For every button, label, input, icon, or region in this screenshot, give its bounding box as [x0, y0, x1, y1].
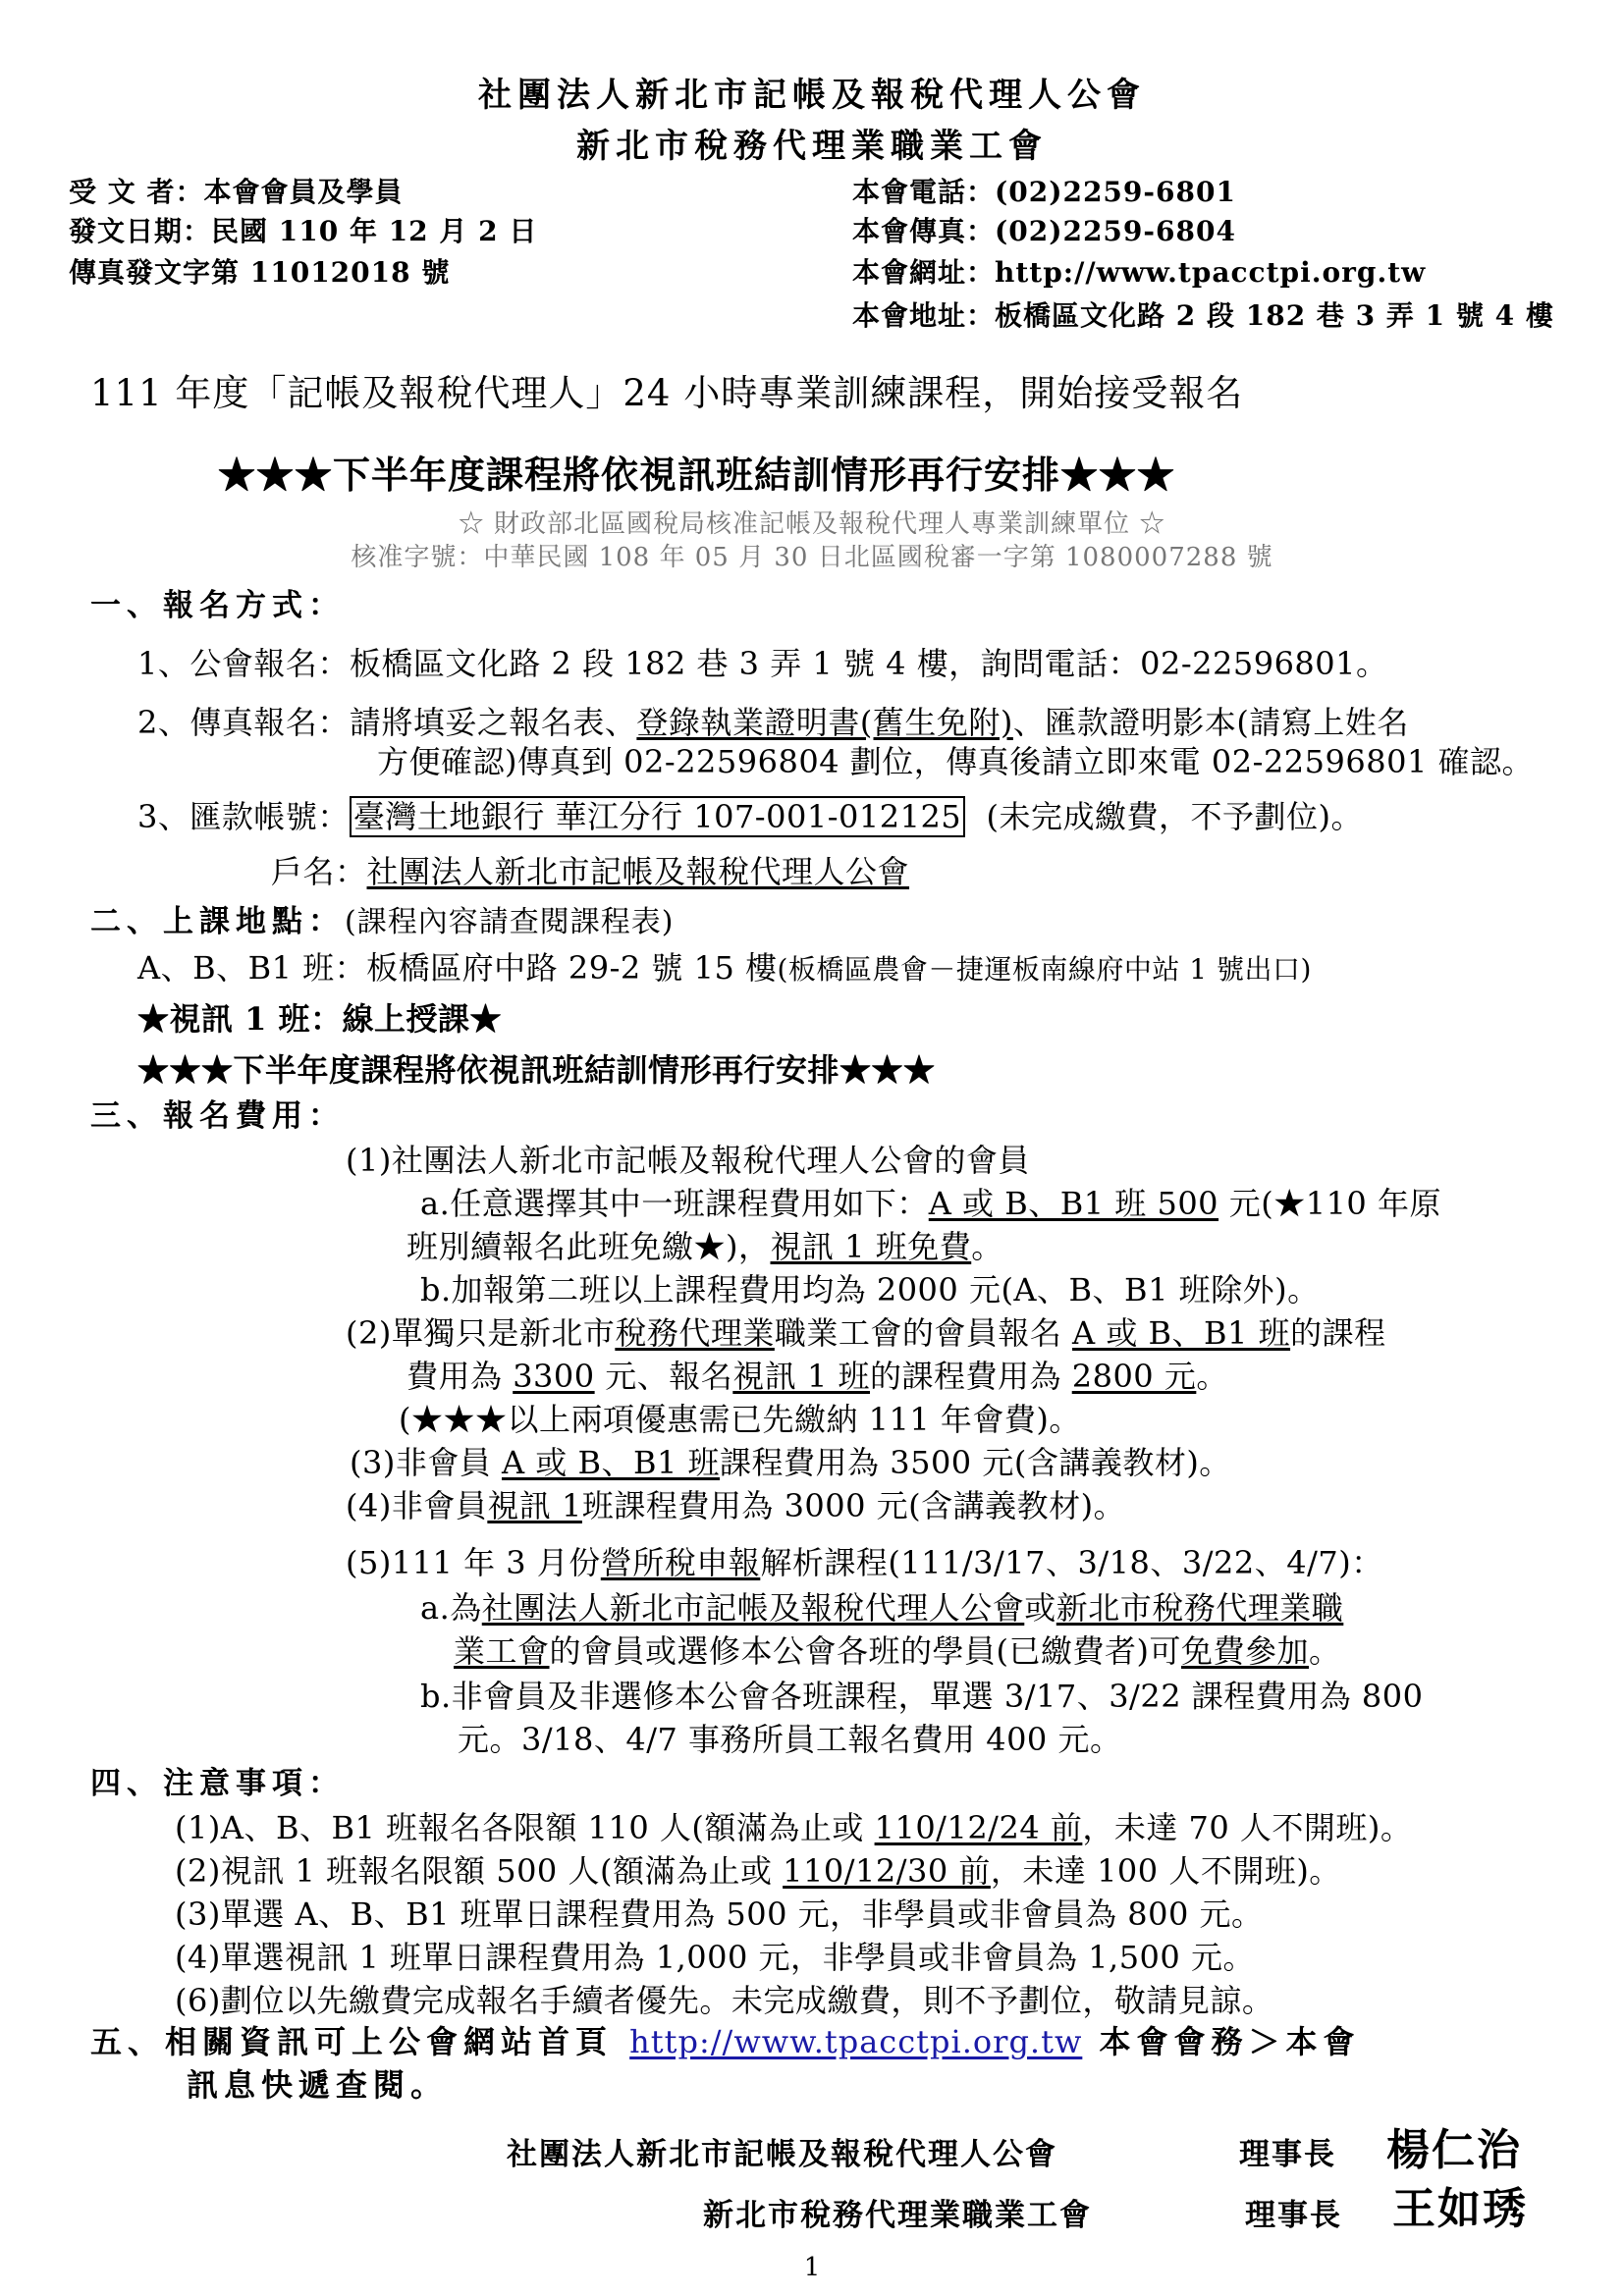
fee-item-4	[346, 1488, 1125, 1524]
sec1-item-3	[137, 799, 1363, 835]
account-holder-name: 社團法人新北市記帳及報稅代理人公會	[366, 853, 910, 890]
fee-1a-online-free: 視訊 1 班免費	[770, 1228, 972, 1265]
fee-item-5	[346, 1545, 1383, 1581]
sec2-location-main: A、B、B1 班：板橋區府中路 29-2 號 15 樓	[137, 949, 778, 987]
signature-org-1: 社團法人新北市記帳及報稅代理人公會	[507, 2137, 1057, 2172]
sec1-item-2	[137, 705, 1409, 741]
sec1-item3-label: 3、匯款帳號：	[137, 798, 350, 835]
fee-item-1b: b.加報第二班以上課程費用均為 2000 元(A、B、B1 班除外)。	[420, 1271, 1320, 1308]
signature-org-2: 新北市稅務代理業職業工會	[703, 2198, 1092, 2233]
note-1	[175, 1810, 1412, 1846]
sec5-prefix: 五、相關資訊可上公會網站首頁	[90, 2023, 630, 2060]
fee-5-t1: (5)111 年 3 月份	[346, 1544, 601, 1581]
fee-2-t4: 費用為	[406, 1358, 514, 1395]
bank-account-box: 臺灣土地銀行 華江分行 107-001-012125	[350, 796, 965, 837]
sec2-online-class: ★視訊 1 班：線上授課★	[137, 1000, 503, 1038]
section-1-heading: 一、報名方式：	[90, 588, 345, 623]
fee-2-u1: 稅務代理業	[615, 1314, 775, 1352]
note-6: (6)劃位以先繳費完成報名手續者優先。未完成繳費，則不予劃位，敬請見諒。	[175, 1982, 1274, 2019]
fee-1a-text: a.任意選擇其中一班課程費用如下：	[420, 1185, 929, 1222]
fee-2-t6: 的課程費用為	[870, 1358, 1072, 1395]
sec1-account-holder	[271, 854, 909, 890]
fee-5a-u2: 新北市稅務代理業職	[1056, 1589, 1344, 1627]
fee-1a-classes: A 或 B、B1 班 500	[928, 1185, 1219, 1222]
approval-line-2: 核准字號：中華民國 108 年 05 月 30 日北區國稅審一字第 1080007288 號	[351, 543, 1273, 572]
fee-2-t7: 。	[1196, 1358, 1228, 1395]
meta-date: 發文日期：民國 110 年 12 月 2 日	[69, 215, 538, 247]
fee-2-t5: 元、報名	[594, 1358, 733, 1395]
note-2-t2: ，未達 100 人不開班)。	[990, 1852, 1341, 1890]
fee-2-t3: 的課程	[1290, 1314, 1386, 1352]
fee-4-t1: (4)非會員	[346, 1487, 488, 1524]
fee-1a-text2: 元(★110 年原	[1218, 1185, 1441, 1222]
sec1-item2-part-a: 2、傳真報名：請將填妥之報名表、	[137, 704, 637, 741]
sec2-stars-notice: ★★★下半年度課程將依視訊班結訓情形再行安排★★★	[137, 1051, 936, 1089]
org-title-1: 社團法人新北市記帳及報稅代理人公會	[478, 76, 1146, 115]
meta-address: 本會地址：板橋區文化路 2 段 182 巷 3 弄 1 號 4 樓	[852, 299, 1554, 332]
meta-doc-no: 傳真發文字第 11012018 號	[69, 256, 451, 289]
section-2-heading	[90, 905, 674, 940]
fee-5a-t3: 的會員或選修本公會各班的學員(已繳費者)可	[549, 1632, 1181, 1670]
fee-2-u3: 3300	[513, 1358, 595, 1395]
sec1-item2-part-c: 、匯款證明影本(請寫上姓名	[1012, 704, 1409, 741]
fee-item-3	[350, 1445, 1231, 1481]
note-4: (4)單選視訊 1 班單日課程費用為 1,000 元，非學員或非會員為 1,500 元。	[175, 1939, 1255, 1976]
section-4-heading: 四、注意事項：	[90, 1766, 345, 1801]
sec1-item3-note: (未完成繳費，不予劃位)。	[986, 798, 1363, 835]
sec1-item2-certificate: 登錄執業證明書(舊生免附)	[636, 704, 1013, 741]
fee-4-t2: 班課程費用為 3000 元(含講義教材)。	[581, 1487, 1126, 1524]
sec1-item-1: 1、公會報名：板橋區文化路 2 段 182 巷 3 弄 1 號 4 樓，詢問電話：02-22596801。	[137, 645, 1388, 682]
sec2-location	[137, 950, 1312, 987]
document-title: 111 年度「記帳及報稅代理人」24 小時專業訓練課程，開始接受報名	[90, 372, 1244, 414]
signature-name-1: 楊仁治	[1386, 2125, 1522, 2175]
section-3-heading: 三、報名費用：	[90, 1098, 345, 1134]
meta-fax: 本會傳真：(02)2259-6804	[852, 215, 1236, 247]
page-number: 1	[803, 2253, 821, 2282]
fee-2-t1: (2)單獨只是新北市	[346, 1314, 616, 1352]
fee-5a-t2: 或	[1024, 1589, 1056, 1627]
section-5	[90, 2024, 1361, 2060]
fee-5-t2: 解析課程(111/3/17、3/18、3/22、4/7)：	[760, 1544, 1383, 1581]
signature-title-2: 理事長	[1245, 2198, 1342, 2233]
fee-item-5a	[420, 1590, 1343, 1627]
section-5-line2: 訊息快遞查閱。	[187, 2066, 449, 2104]
sec1-item-2-line2: 方便確認)傳真到 02-22596804 劃位，傳真後請立即來電 02-22596801 確認。	[377, 743, 1534, 780]
note-1-t1: (1)A、B、B1 班報名各限額 110 人(額滿為止或	[175, 1809, 875, 1846]
fee-item-2-note: (★★★以上兩項優惠需已先繳納 111 年會費)。	[399, 1401, 1081, 1438]
note-2-t1: (2)視訊 1 班報名限額 500 人(額滿為止或	[175, 1852, 784, 1890]
sec2-heading-note: (課程內容請查閱課程表)	[345, 905, 675, 939]
note-3: (3)單選 A、B、B1 班單日課程費用為 500 元，非學員或非會員為 800 元。	[175, 1896, 1264, 1933]
signature-name-2: 王如琇	[1392, 2184, 1528, 2234]
fee-item-1a	[420, 1186, 1441, 1222]
account-holder-label: 戶名：	[271, 853, 367, 890]
fee-item-2-line2	[406, 1359, 1228, 1395]
fee-item-1: (1)社團法人新北市記帳及報稅代理人公會的會員	[346, 1142, 1030, 1179]
fee-1a-end: 。	[971, 1228, 1003, 1265]
fee-5a-u3: 業工會	[454, 1632, 550, 1670]
fee-4-u1: 視訊 1	[487, 1487, 582, 1524]
sec5-suffix: 本會會務＞本會	[1082, 2023, 1361, 2060]
note-2	[175, 1853, 1341, 1890]
subtitle-stars: ★★★下半年度課程將依視訊班結訓情形再行安排★★★	[218, 453, 1176, 497]
fee-5a-free: 免費參加	[1181, 1632, 1310, 1670]
website-link[interactable]: http://www.tpacctpi.org.tw	[629, 2023, 1083, 2060]
sec2-location-note: (板橋區農會－捷運板南線府中站 1 號出口)	[777, 953, 1312, 986]
fee-5a-t1: a.為	[420, 1589, 482, 1627]
fee-5a-end: 。	[1309, 1632, 1341, 1670]
signature-title-1: 理事長	[1239, 2137, 1336, 2172]
fee-3-u1: A 或 B、B1 班	[502, 1444, 721, 1481]
fee-item-5a-line2	[454, 1633, 1341, 1670]
fee-item-1a-line2	[406, 1229, 1003, 1265]
meta-phone: 本會電話：(02)2259-6801	[852, 176, 1236, 208]
fee-2-t2: 職業工會的會員報名	[774, 1314, 1073, 1352]
note-1-deadline: 110/12/24 前	[874, 1809, 1083, 1846]
fee-5a-u1: 社團法人新北市記帳及報稅代理人公會	[481, 1589, 1025, 1627]
fee-2-u2: A 或 B、B1 班	[1072, 1314, 1291, 1352]
fee-2-u5: 2800 元	[1071, 1358, 1197, 1395]
fee-3-t1: (3)非會員	[350, 1444, 503, 1481]
approval-line-1: ☆ 財政部北區國稅局核准記帳及報稅代理人專業訓練單位 ☆	[458, 509, 1166, 539]
org-title-2: 新北市稅務代理業職業工會	[576, 127, 1048, 166]
meta-website: 本會網址：http://www.tpacctpi.org.tw	[852, 256, 1427, 289]
fee-item-5b: b.非會員及非選修本公會各班課程，單選 3/17、3/22 課程費用為 800	[420, 1678, 1424, 1715]
fee-5-u1: 營所稅申報	[600, 1544, 761, 1581]
fee-1a-text3: 班別續報名此班免繳★)，	[406, 1228, 771, 1265]
sec2-heading-text: 二、上課地點：	[90, 904, 345, 939]
note-1-t2: ，未達 70 人不開班)。	[1082, 1809, 1413, 1846]
fee-2-u4: 視訊 1 班	[732, 1358, 871, 1395]
note-2-deadline: 110/12/30 前	[783, 1852, 991, 1890]
meta-recipient: 受 文 者：本會會員及學員	[69, 176, 404, 208]
fee-item-2	[346, 1315, 1386, 1352]
fee-3-t2: 課程費用為 3500 元(含講義教材)。	[720, 1444, 1231, 1481]
fee-item-5b-line2: 元。3/18、4/7 事務所員工報名費用 400 元。	[458, 1721, 1122, 1758]
